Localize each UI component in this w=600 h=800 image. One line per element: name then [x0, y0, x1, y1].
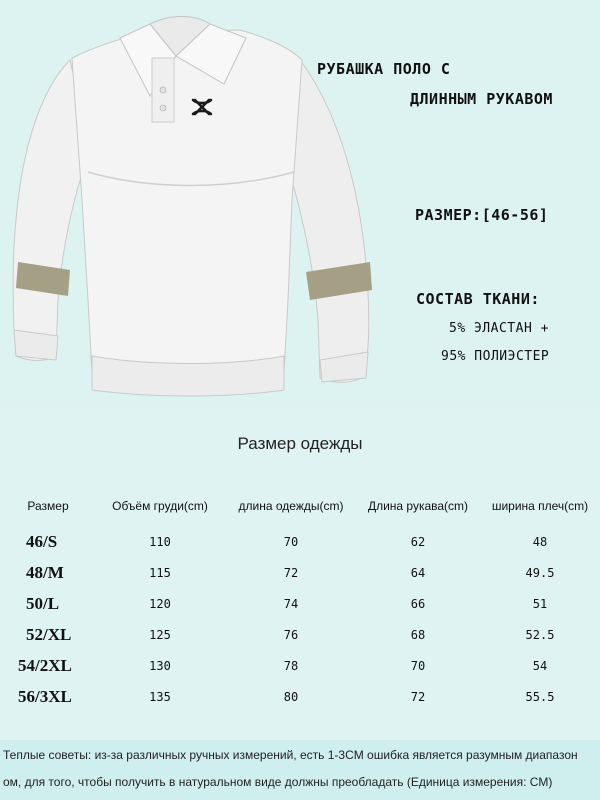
shoulder-cell: 51 [532, 597, 548, 611]
shoulder-cell: 49.5 [525, 566, 555, 580]
table-row [0, 685, 600, 709]
length-cell: 74 [283, 597, 299, 611]
sleeve-cell: 68 [410, 628, 426, 642]
sleeve-cell: 64 [410, 566, 426, 580]
header-sleeve: Длина рукава(cm) [367, 499, 469, 513]
sleeve-cell: 62 [410, 535, 426, 549]
measurement-note [0, 740, 600, 800]
shoulder-cell: 52.5 [525, 628, 555, 642]
length-cell: 80 [283, 690, 299, 704]
sleeve-cell: 70 [410, 659, 426, 673]
shoulder-cell: 55.5 [525, 690, 555, 704]
length-cell: 72 [283, 566, 299, 580]
note-line1: Теплые советы: из-за различных ручных измерений, есть 1-3CM ошибка является разумным диапазон [3, 748, 578, 762]
chest-cell: 110 [149, 535, 171, 549]
chest-cell: 130 [149, 659, 171, 673]
product-title-line2: ДЛИННЫМ РУКАВОМ [410, 90, 553, 108]
length-cell: 76 [283, 628, 299, 642]
note-line2: ом, для того, чтобы получить в натуральном виде должны преобладать (Единица измерения: CM) [3, 775, 553, 789]
chest-cell: 120 [149, 597, 171, 611]
shoulder-cell: 48 [532, 535, 548, 549]
header-chest: Объём груди(cm) [112, 499, 208, 513]
chest-cell: 115 [149, 566, 171, 580]
size-cell: 50/L [26, 594, 60, 613]
header-shoulder: ширина плеч(cm) [491, 499, 589, 513]
size-cell: 46/S [26, 532, 58, 551]
table-row [0, 592, 600, 616]
size-cell: 48/M [26, 563, 64, 582]
product-title-line1: РУБАШКА ПОЛО С [317, 60, 451, 78]
sleeve-cell: 66 [410, 597, 426, 611]
length-cell: 70 [283, 535, 299, 549]
table-row [0, 530, 600, 554]
table-row [0, 561, 600, 585]
table-header-row [0, 494, 600, 518]
composition-label: СОСТАВ ТКАНИ: [416, 290, 540, 308]
chest-cell: 125 [149, 628, 171, 642]
composition-line1: 5% ЭЛАСТАН + [449, 321, 549, 336]
chest-cell: 135 [149, 690, 171, 704]
header-size: Размер [27, 499, 69, 513]
sleeve-cell: 72 [410, 690, 426, 704]
header-length: длина одежды(cm) [238, 499, 344, 513]
size-chart-title: Размер одежды [237, 434, 363, 453]
size-cell: 56/3XL [18, 687, 72, 706]
shoulder-cell: 54 [532, 659, 548, 673]
length-cell: 78 [283, 659, 299, 673]
composition-line2: 95% ПОЛИЭСТЕР [441, 349, 550, 364]
size-range: РАЗМЕР:[46-56] [415, 206, 549, 224]
size-cell: 54/2XL [18, 656, 72, 675]
table-row [0, 623, 600, 647]
size-cell: 52/XL [26, 625, 72, 644]
table-row [0, 654, 600, 678]
